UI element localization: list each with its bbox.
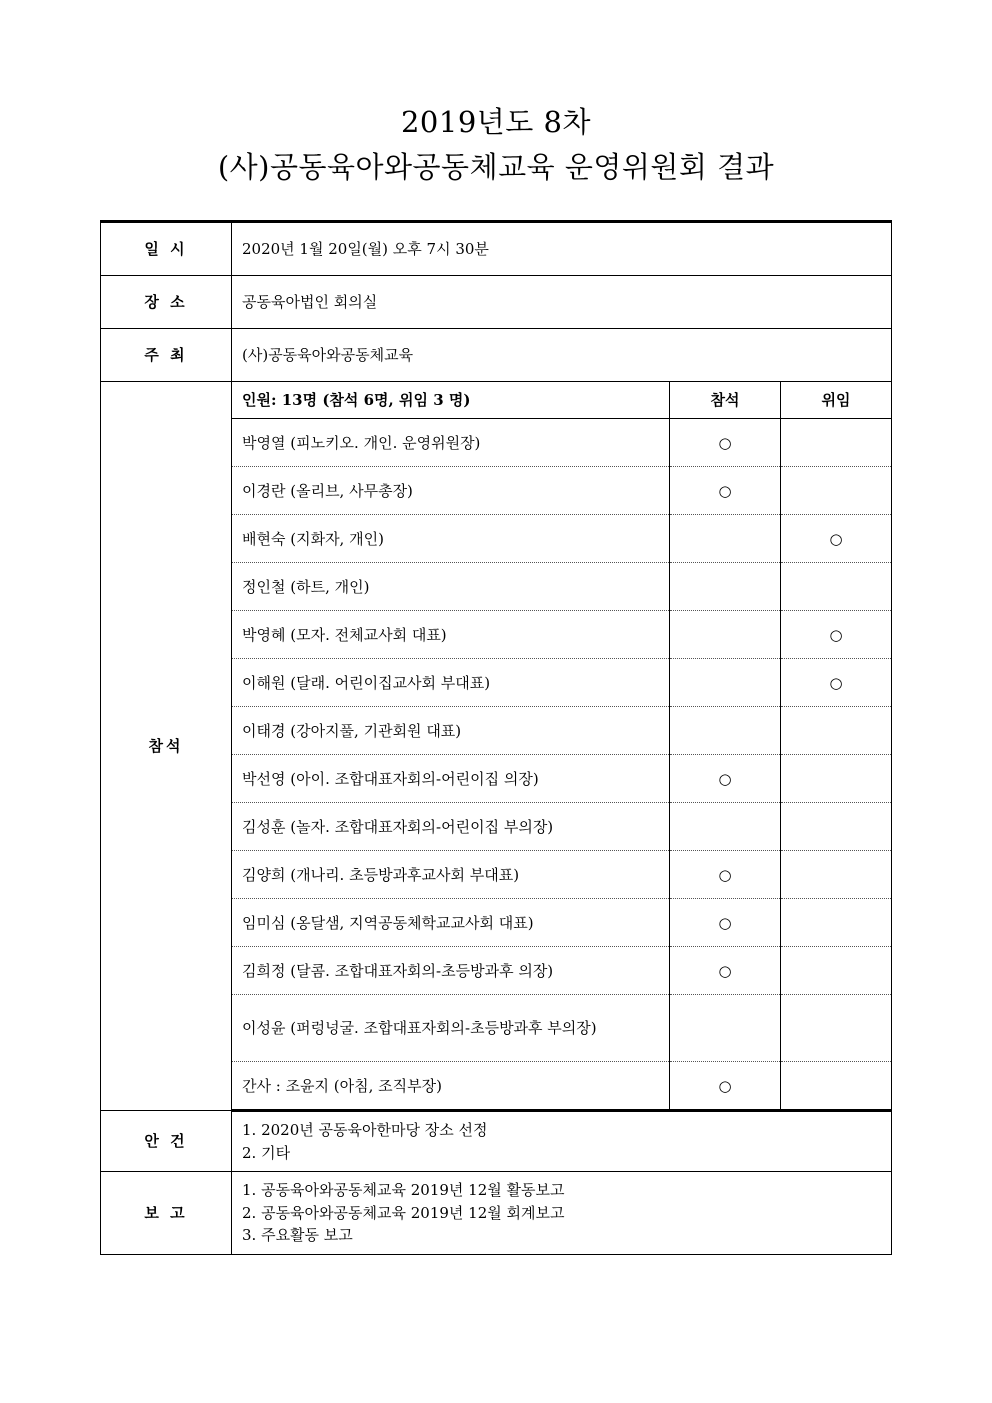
member-present-mark	[670, 515, 781, 563]
member-present-mark: ○	[670, 947, 781, 995]
row-value-place: 공동육아법인 회의실	[232, 275, 892, 328]
table-row-host	[101, 328, 892, 381]
member-present-mark	[670, 563, 781, 611]
title-line-2: (사)공동육아와공동체교육 운영위원회 결과	[217, 149, 775, 184]
row-value-host: (사)공동육아와공동체교육	[232, 328, 892, 381]
member-proxy-mark	[781, 419, 892, 467]
member-present-mark: ○	[670, 755, 781, 803]
column-header-present: 참석	[670, 381, 781, 419]
member-proxy-mark: ○	[781, 611, 892, 659]
agenda-item: 2. 기타	[242, 1143, 291, 1162]
member-name: 박영혜 (모자. 전체교사회 대표)	[232, 611, 670, 659]
member-proxy-mark	[781, 995, 892, 1062]
member-present-mark: ○	[670, 851, 781, 899]
report-item: 2. 공동육아와공동체교육 2019년 12월 회계보고	[242, 1203, 565, 1222]
attendance-summary: 인원: 13명 (참석 6명, 위임 3 명)	[232, 381, 670, 419]
page-title	[100, 100, 892, 190]
member-proxy-mark	[781, 707, 892, 755]
member-name: 간사 : 조윤지 (아침, 조직부장)	[232, 1062, 670, 1111]
table-row-agenda	[101, 1111, 892, 1172]
report-items	[232, 1172, 892, 1255]
agenda-item: 1. 2020년 공동육아한마당 장소 선정	[242, 1121, 488, 1140]
member-name: 이경란 (올리브, 사무총장)	[232, 467, 670, 515]
report-item: 1. 공동육아와공동체교육 2019년 12월 활동보고	[242, 1181, 565, 1200]
member-present-mark	[670, 707, 781, 755]
member-proxy-mark	[781, 467, 892, 515]
title-line-1: 2019년도 8차	[400, 105, 591, 139]
agenda-items	[232, 1111, 892, 1172]
row-label-attendance: 참석	[101, 381, 232, 1111]
report-item: 3. 주요활동 보고	[242, 1226, 353, 1245]
member-present-mark	[670, 995, 781, 1062]
member-proxy-mark: ○	[781, 515, 892, 563]
member-present-mark: ○	[670, 1062, 781, 1111]
member-present-mark: ○	[670, 899, 781, 947]
member-proxy-mark	[781, 803, 892, 851]
member-name: 박영열 (피노키오. 개인. 운영위원장)	[232, 419, 670, 467]
member-present-mark: ○	[670, 419, 781, 467]
member-name: 정인철 (하트, 개인)	[232, 563, 670, 611]
member-proxy-mark	[781, 899, 892, 947]
member-present-mark	[670, 803, 781, 851]
table-row-datetime	[101, 221, 892, 275]
member-proxy-mark: ○	[781, 659, 892, 707]
member-name: 이성윤 (퍼렁넝굴. 조합대표자회의-초등방과후 부의장)	[232, 995, 670, 1062]
row-value-datetime: 2020년 1월 20일(월) 오후 7시 30분	[232, 221, 892, 275]
table-row-attendance-header	[101, 381, 892, 419]
row-label-agenda: 안 건	[101, 1111, 232, 1172]
member-proxy-mark	[781, 755, 892, 803]
member-proxy-mark	[781, 947, 892, 995]
member-name: 이태경 (강아지풀, 기관회원 대표)	[232, 707, 670, 755]
member-name: 박선영 (아이. 조합대표자회의-어린이집 의장)	[232, 755, 670, 803]
member-name: 김희정 (달콤. 조합대표자회의-초등방과후 의장)	[232, 947, 670, 995]
table-row-place	[101, 275, 892, 328]
member-proxy-mark	[781, 1062, 892, 1111]
meeting-minutes-table	[100, 220, 892, 1255]
member-name: 배현숙 (지화자, 개인)	[232, 515, 670, 563]
row-label-datetime: 일 시	[101, 221, 232, 275]
member-present-mark	[670, 659, 781, 707]
column-header-proxy: 위임	[781, 381, 892, 419]
member-name: 김성훈 (놀자. 조합대표자회의-어린이집 부의장)	[232, 803, 670, 851]
member-present-mark: ○	[670, 467, 781, 515]
member-name: 김양희 (개나리. 초등방과후교사회 부대표)	[232, 851, 670, 899]
member-name: 임미심 (옹달샘, 지역공동체학교교사회 대표)	[232, 899, 670, 947]
member-proxy-mark	[781, 563, 892, 611]
member-proxy-mark	[781, 851, 892, 899]
row-label-report: 보 고	[101, 1172, 232, 1255]
row-label-host: 주 최	[101, 328, 232, 381]
member-name: 이해원 (달래. 어린이집교사회 부대표)	[232, 659, 670, 707]
member-present-mark	[670, 611, 781, 659]
row-label-place: 장 소	[101, 275, 232, 328]
table-row-report	[101, 1172, 892, 1255]
